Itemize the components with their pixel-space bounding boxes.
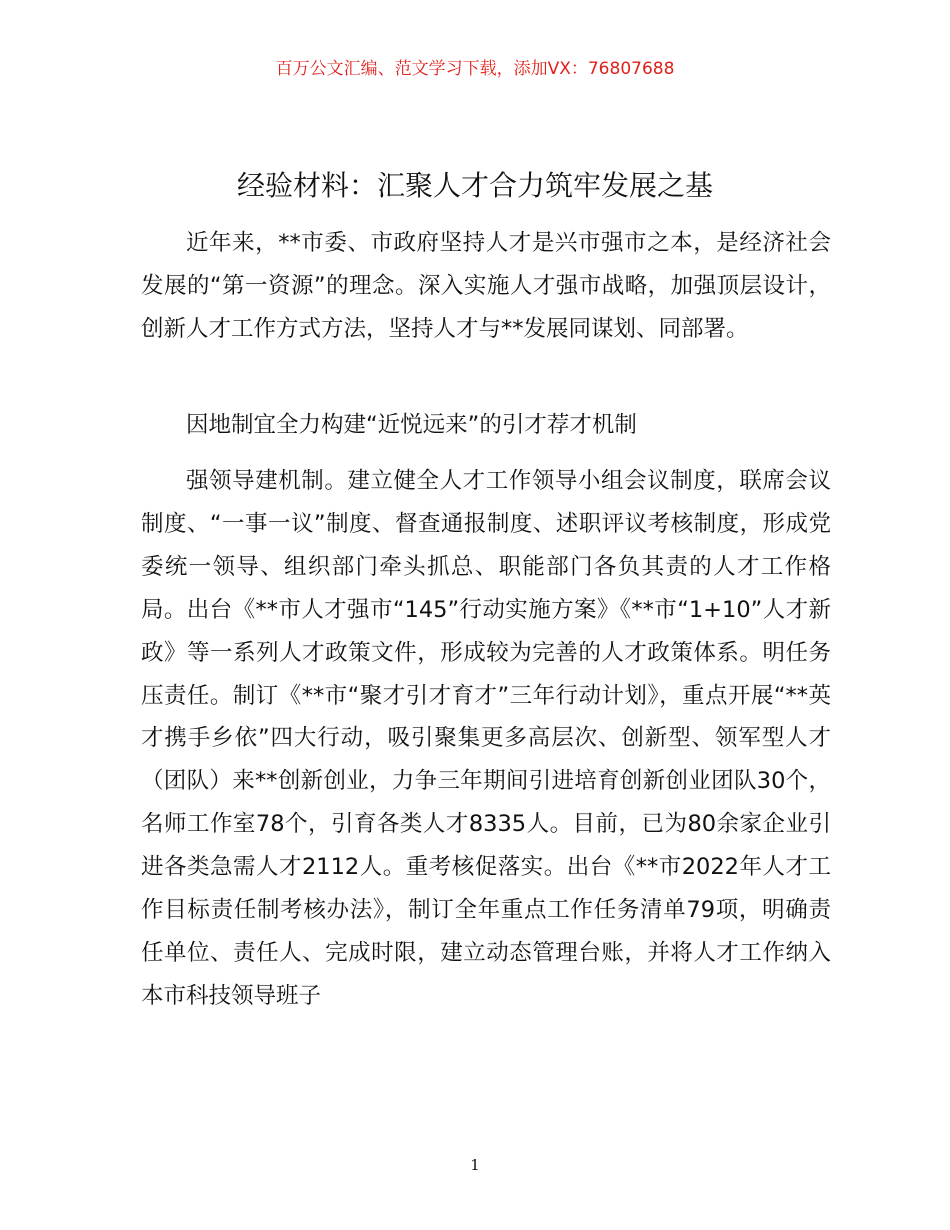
header-watermark: 百万公文汇编、范文学习下载，添加VX：76807688 xyxy=(275,59,675,79)
section-heading: 因地制宜全力构建“近悦远来”的引才荐才机制 xyxy=(186,412,637,438)
paragraph-intro: 近年来，**市委、市政府坚持人才是兴市强市之本，是经济社会发展的“第一资源”的理念。深入实施人才强市战略，加强顶层设计，创新人才工作方式方法，坚持人才与**发展同谋划、同部署。 xyxy=(141,230,831,342)
page-number: 1 xyxy=(470,1156,480,1174)
document-title: 经验材料：汇聚人才合力筑牢发展之基 xyxy=(236,169,713,202)
paragraph-mechanism: 强领导建机制。建立健全人才工作领导小组会议制度，联席会议制度、“一事一议”制度、督查通报制度、述职评议考核制度，形成党委统一领导、组织部门牵头抓总、职能部门各负其责的人才工作格局。出台《**市人才强市“145”行动实施方案》《**市“1+10”人才新政》等一系列人才政策文件，形成较为完善的人才政策体系。明任务压责任。制订《**市“聚才引才育才”三年行动计划》，重点开展“**英才携手乡依”四大行动，吸引聚集更多高层次、创新型、领军型人才（团队）来**创新创业，力争三年期间引进培育创新创业团队30个，名师工作室78个，引育各类人才8335人。目前，已为80余家企业引进各类急需人才2112人。重考核促落实。出台《**市2022年人才工作目标责任制考核办法》，制订全年重点工作任务清单79项，明确责任单位、责任人、完成时限，建立动态管理台账，并将人才工作纳入本市科技领导班子 xyxy=(141,468,831,1009)
